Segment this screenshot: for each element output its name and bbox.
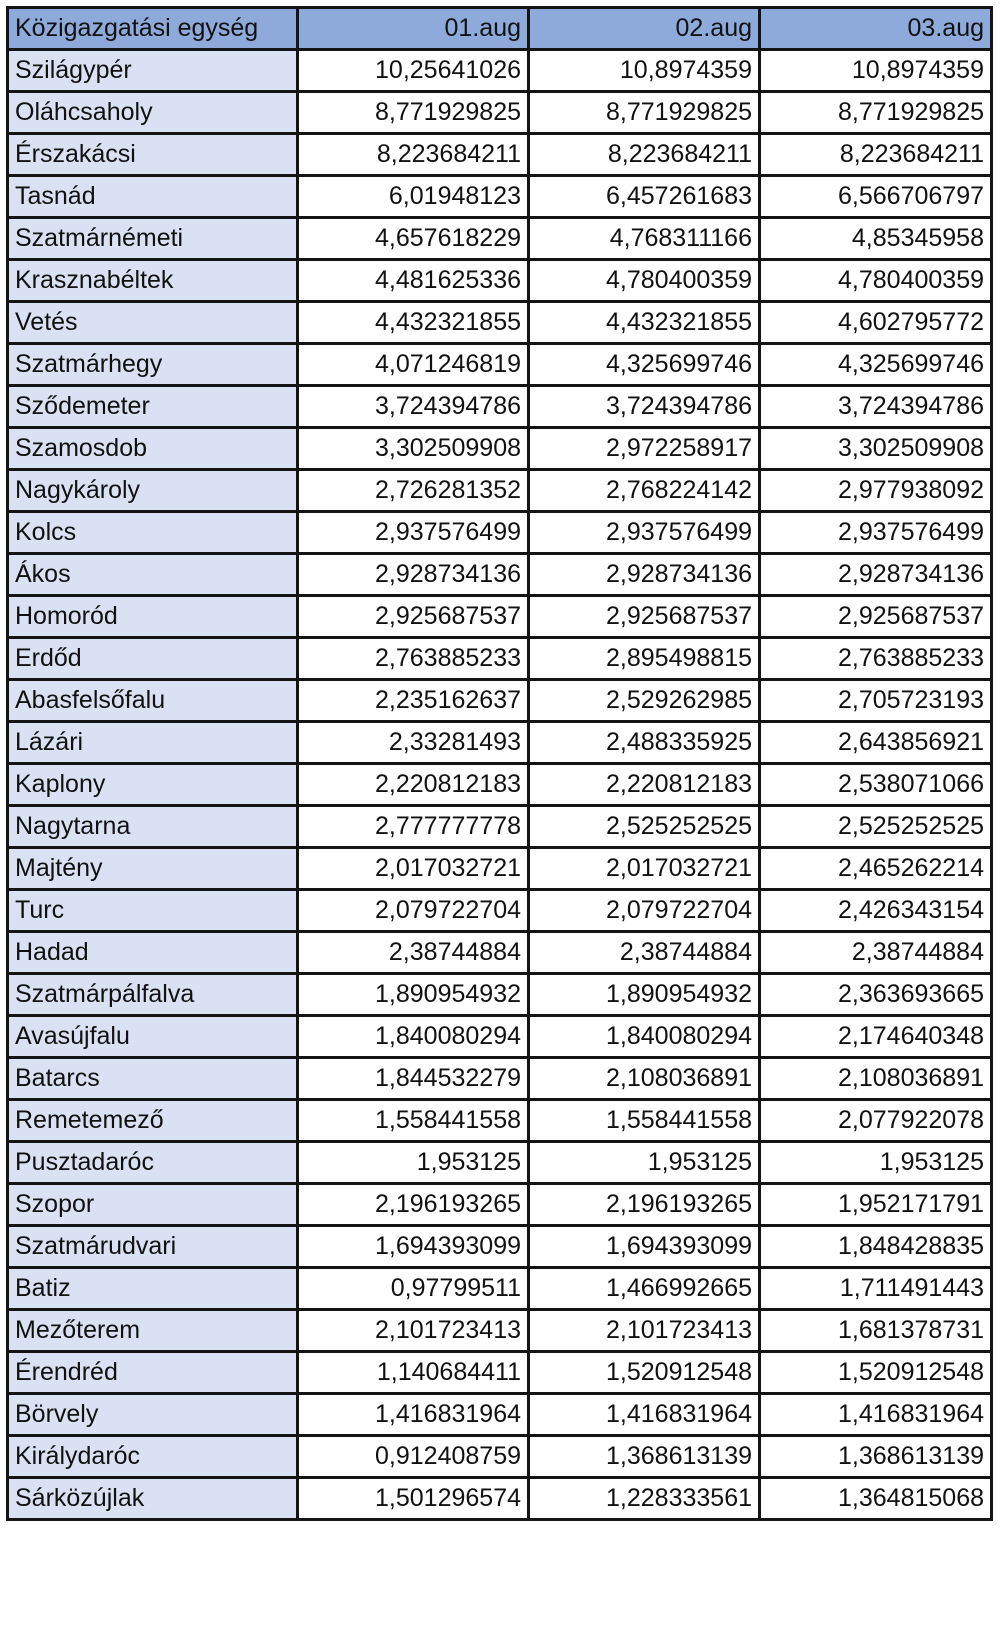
table-row	[8, 344, 992, 386]
aug02-value-cell[interactable]: 1,368613139	[529, 1436, 760, 1478]
aug03-value-cell[interactable]: 1,848428835	[760, 1226, 992, 1268]
aug03-value-cell[interactable]: 4,325699746	[760, 344, 992, 386]
aug01-value-cell[interactable]: 2,101723413	[298, 1310, 529, 1352]
aug01-value-cell[interactable]: 8,223684211	[298, 134, 529, 176]
aug01-value-cell[interactable]: 0,912408759	[298, 1436, 529, 1478]
table-row	[8, 764, 992, 806]
aug02-value-cell[interactable]: 2,525252525	[529, 806, 760, 848]
aug01-value-cell[interactable]: 4,481625336	[298, 260, 529, 302]
unit-name-cell[interactable]: Szatmárpálfalva	[8, 974, 298, 1016]
aug03-value-cell[interactable]: 1,952171791	[760, 1184, 992, 1226]
table-row	[8, 50, 992, 92]
aug02-value-cell[interactable]: 4,325699746	[529, 344, 760, 386]
aug02-value-cell[interactable]: 3,724394786	[529, 386, 760, 428]
table-row	[8, 890, 992, 932]
aug01-value-cell[interactable]: 3,302509908	[298, 428, 529, 470]
aug02-value-cell[interactable]: 4,768311166	[529, 218, 760, 260]
unit-name-cell[interactable]: Szamosdob	[8, 428, 298, 470]
aug03-value-cell[interactable]: 2,38744884	[760, 932, 992, 974]
table-row	[8, 1436, 992, 1478]
aug01-value-cell[interactable]: 1,840080294	[298, 1016, 529, 1058]
aug02-value-cell[interactable]: 1,558441558	[529, 1100, 760, 1142]
unit-name-cell[interactable]: Érszakácsi	[8, 134, 298, 176]
aug01-value-cell[interactable]: 2,196193265	[298, 1184, 529, 1226]
table-row	[8, 680, 992, 722]
table-row	[8, 260, 992, 302]
unit-name-cell[interactable]: Krasznabéltek	[8, 260, 298, 302]
aug03-value-cell[interactable]: 2,928734136	[760, 554, 992, 596]
table-row	[8, 1352, 992, 1394]
aug02-value-cell[interactable]: 2,079722704	[529, 890, 760, 932]
table-row	[8, 470, 992, 512]
aug03-value-cell[interactable]: 2,426343154	[760, 890, 992, 932]
table-row	[8, 554, 992, 596]
aug02-value-cell[interactable]: 2,101723413	[529, 1310, 760, 1352]
aug02-value-cell[interactable]: 2,38744884	[529, 932, 760, 974]
unit-name-cell[interactable]: Börvely	[8, 1394, 298, 1436]
aug02-value-cell[interactable]: 2,529262985	[529, 680, 760, 722]
aug01-value-cell[interactable]: 8,771929825	[298, 92, 529, 134]
aug01-value-cell[interactable]: 2,937576499	[298, 512, 529, 554]
aug01-value-cell[interactable]: 6,01948123	[298, 176, 529, 218]
aug03-value-cell[interactable]: 2,174640348	[760, 1016, 992, 1058]
table-row	[8, 974, 992, 1016]
unit-name-cell[interactable]: Nagykároly	[8, 470, 298, 512]
aug01-value-cell[interactable]: 2,925687537	[298, 596, 529, 638]
unit-name-cell[interactable]: Erdőd	[8, 638, 298, 680]
aug01-value-cell[interactable]: 10,25641026	[298, 50, 529, 92]
aug03-value-cell[interactable]: 8,223684211	[760, 134, 992, 176]
aug03-value-cell[interactable]: 1,368613139	[760, 1436, 992, 1478]
spreadsheet	[6, 6, 990, 1521]
aug02-value-cell[interactable]: 2,895498815	[529, 638, 760, 680]
aug03-value-cell[interactable]: 1,520912548	[760, 1352, 992, 1394]
unit-name-cell[interactable]: Hadad	[8, 932, 298, 974]
aug03-value-cell[interactable]: 1,416831964	[760, 1394, 992, 1436]
table-row	[8, 1100, 992, 1142]
table-row	[8, 386, 992, 428]
unit-name-cell[interactable]: Remetemező	[8, 1100, 298, 1142]
header-cell-aug03[interactable]: 03.aug	[760, 8, 992, 50]
table-row	[8, 1058, 992, 1100]
aug01-value-cell[interactable]: 1,953125	[298, 1142, 529, 1184]
aug02-value-cell[interactable]: 2,972258917	[529, 428, 760, 470]
unit-name-cell[interactable]: Királydaróc	[8, 1436, 298, 1478]
aug03-value-cell[interactable]: 8,771929825	[760, 92, 992, 134]
aug01-value-cell[interactable]: 2,017032721	[298, 848, 529, 890]
aug03-value-cell[interactable]: 4,602795772	[760, 302, 992, 344]
aug03-value-cell[interactable]: 2,363693665	[760, 974, 992, 1016]
aug02-value-cell[interactable]: 1,416831964	[529, 1394, 760, 1436]
unit-name-cell[interactable]: Kaplony	[8, 764, 298, 806]
aug01-value-cell[interactable]: 2,220812183	[298, 764, 529, 806]
aug01-value-cell[interactable]: 4,657618229	[298, 218, 529, 260]
unit-name-cell[interactable]: Majtény	[8, 848, 298, 890]
unit-name-cell[interactable]: Szatmárhegy	[8, 344, 298, 386]
table-row	[8, 638, 992, 680]
aug02-value-cell[interactable]: 1,953125	[529, 1142, 760, 1184]
aug01-value-cell[interactable]: 0,97799511	[298, 1268, 529, 1310]
aug02-value-cell[interactable]: 8,771929825	[529, 92, 760, 134]
aug01-value-cell[interactable]: 2,763885233	[298, 638, 529, 680]
unit-name-cell[interactable]: Pusztadaróc	[8, 1142, 298, 1184]
table-row	[8, 806, 992, 848]
aug02-value-cell[interactable]: 1,694393099	[529, 1226, 760, 1268]
aug01-value-cell[interactable]: 2,726281352	[298, 470, 529, 512]
table-row	[8, 1394, 992, 1436]
aug03-value-cell[interactable]: 2,538071066	[760, 764, 992, 806]
aug01-value-cell[interactable]: 2,235162637	[298, 680, 529, 722]
aug01-value-cell[interactable]: 3,724394786	[298, 386, 529, 428]
unit-name-cell[interactable]: Szatmárnémeti	[8, 218, 298, 260]
table-row	[8, 1142, 992, 1184]
unit-name-cell[interactable]: Homoród	[8, 596, 298, 638]
aug01-value-cell[interactable]: 4,432321855	[298, 302, 529, 344]
aug02-value-cell[interactable]: 2,017032721	[529, 848, 760, 890]
header-cell-aug01[interactable]: 01.aug	[298, 8, 529, 50]
unit-name-cell[interactable]: Tasnád	[8, 176, 298, 218]
table-row	[8, 1226, 992, 1268]
aug03-value-cell[interactable]: 1,953125	[760, 1142, 992, 1184]
aug03-value-cell[interactable]: 4,780400359	[760, 260, 992, 302]
table-row	[8, 92, 992, 134]
table-body	[8, 50, 992, 1520]
unit-name-cell[interactable]: Mezőterem	[8, 1310, 298, 1352]
header-row	[8, 8, 992, 50]
table-row	[8, 218, 992, 260]
table-row	[8, 596, 992, 638]
aug02-value-cell[interactable]: 2,925687537	[529, 596, 760, 638]
aug01-value-cell[interactable]: 1,501296574	[298, 1478, 529, 1520]
unit-name-cell[interactable]: Turc	[8, 890, 298, 932]
table-row	[8, 848, 992, 890]
table-row	[8, 176, 992, 218]
aug02-value-cell[interactable]: 10,8974359	[529, 50, 760, 92]
aug02-value-cell[interactable]: 4,780400359	[529, 260, 760, 302]
aug03-value-cell[interactable]: 2,643856921	[760, 722, 992, 764]
aug01-value-cell[interactable]: 1,140684411	[298, 1352, 529, 1394]
table-row	[8, 932, 992, 974]
unit-name-cell[interactable]: Sárközújlak	[8, 1478, 298, 1520]
table-row	[8, 1478, 992, 1520]
unit-name-cell[interactable]: Vetés	[8, 302, 298, 344]
aug03-value-cell[interactable]: 4,85345958	[760, 218, 992, 260]
aug01-value-cell[interactable]: 1,558441558	[298, 1100, 529, 1142]
aug02-value-cell[interactable]: 2,768224142	[529, 470, 760, 512]
table-row	[8, 1268, 992, 1310]
aug03-value-cell[interactable]: 2,705723193	[760, 680, 992, 722]
table-row	[8, 722, 992, 764]
aug02-value-cell[interactable]: 1,840080294	[529, 1016, 760, 1058]
aug01-value-cell[interactable]: 1,844532279	[298, 1058, 529, 1100]
aug02-value-cell[interactable]: 2,937576499	[529, 512, 760, 554]
unit-name-cell[interactable]: Ákos	[8, 554, 298, 596]
aug02-value-cell[interactable]: 4,432321855	[529, 302, 760, 344]
unit-name-cell[interactable]: Szilágypér	[8, 50, 298, 92]
aug02-value-cell[interactable]: 1,520912548	[529, 1352, 760, 1394]
aug02-value-cell[interactable]: 1,228333561	[529, 1478, 760, 1520]
aug02-value-cell[interactable]: 8,223684211	[529, 134, 760, 176]
aug03-value-cell[interactable]: 1,364815068	[760, 1478, 992, 1520]
aug03-value-cell[interactable]: 2,108036891	[760, 1058, 992, 1100]
unit-name-cell[interactable]: Batiz	[8, 1268, 298, 1310]
unit-name-cell[interactable]: Sződemeter	[8, 386, 298, 428]
table-row	[8, 1184, 992, 1226]
aug02-value-cell[interactable]: 6,457261683	[529, 176, 760, 218]
aug03-value-cell[interactable]: 2,763885233	[760, 638, 992, 680]
header-cell-unit[interactable]: Közigazgatási egység	[8, 8, 298, 50]
table-row	[8, 302, 992, 344]
table-row	[8, 134, 992, 176]
unit-name-cell[interactable]: Avasújfalu	[8, 1016, 298, 1058]
table-row	[8, 1310, 992, 1352]
aug03-value-cell[interactable]: 2,077922078	[760, 1100, 992, 1142]
aug01-value-cell[interactable]: 1,890954932	[298, 974, 529, 1016]
aug03-value-cell[interactable]: 1,711491443	[760, 1268, 992, 1310]
unit-name-cell[interactable]: Szatmárudvari	[8, 1226, 298, 1268]
unit-name-cell[interactable]: Szopor	[8, 1184, 298, 1226]
aug03-value-cell[interactable]: 1,681378731	[760, 1310, 992, 1352]
aug03-value-cell[interactable]: 2,937576499	[760, 512, 992, 554]
aug03-value-cell[interactable]: 2,465262214	[760, 848, 992, 890]
aug01-value-cell[interactable]: 4,071246819	[298, 344, 529, 386]
aug01-value-cell[interactable]: 2,079722704	[298, 890, 529, 932]
unit-name-cell[interactable]: Kolcs	[8, 512, 298, 554]
aug03-value-cell[interactable]: 2,525252525	[760, 806, 992, 848]
aug01-value-cell[interactable]: 2,38744884	[298, 932, 529, 974]
aug03-value-cell[interactable]: 3,302509908	[760, 428, 992, 470]
data-table	[6, 6, 993, 1521]
unit-name-cell[interactable]: Abasfelsőfalu	[8, 680, 298, 722]
aug02-value-cell[interactable]: 2,196193265	[529, 1184, 760, 1226]
aug02-value-cell[interactable]: 2,928734136	[529, 554, 760, 596]
aug03-value-cell[interactable]: 3,724394786	[760, 386, 992, 428]
aug03-value-cell[interactable]: 2,977938092	[760, 470, 992, 512]
aug01-value-cell[interactable]: 2,928734136	[298, 554, 529, 596]
aug02-value-cell[interactable]: 2,488335925	[529, 722, 760, 764]
unit-name-cell[interactable]: Oláhcsaholy	[8, 92, 298, 134]
unit-name-cell[interactable]: Érendréd	[8, 1352, 298, 1394]
aug02-value-cell[interactable]: 1,890954932	[529, 974, 760, 1016]
header-cell-aug02[interactable]: 02.aug	[529, 8, 760, 50]
unit-name-cell[interactable]: Lázári	[8, 722, 298, 764]
table-row	[8, 512, 992, 554]
aug01-value-cell[interactable]: 1,416831964	[298, 1394, 529, 1436]
aug01-value-cell[interactable]: 1,694393099	[298, 1226, 529, 1268]
unit-name-cell[interactable]: Nagytarna	[8, 806, 298, 848]
aug01-value-cell[interactable]: 2,33281493	[298, 722, 529, 764]
table-row	[8, 428, 992, 470]
aug03-value-cell[interactable]: 2,925687537	[760, 596, 992, 638]
aug03-value-cell[interactable]: 6,566706797	[760, 176, 992, 218]
aug02-value-cell[interactable]: 2,108036891	[529, 1058, 760, 1100]
aug01-value-cell[interactable]: 2,777777778	[298, 806, 529, 848]
aug03-value-cell[interactable]: 10,8974359	[760, 50, 992, 92]
aug02-value-cell[interactable]: 1,466992665	[529, 1268, 760, 1310]
aug02-value-cell[interactable]: 2,220812183	[529, 764, 760, 806]
unit-name-cell[interactable]: Batarcs	[8, 1058, 298, 1100]
table-row	[8, 1016, 992, 1058]
